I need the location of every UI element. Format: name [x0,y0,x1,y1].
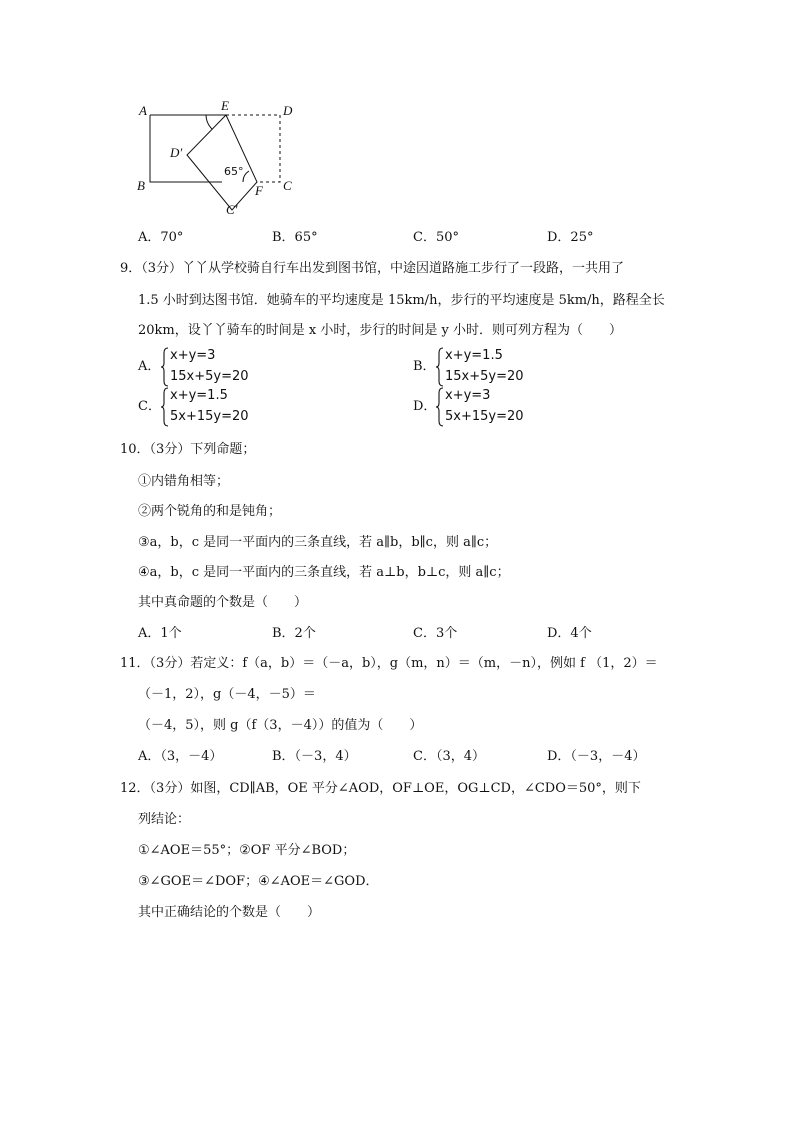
q10-title: 10．（3分）下列命题； [120,442,256,457]
brace-icon [435,387,444,427]
brace-icon [160,387,169,427]
q11-option-b: B．（－3，4） [272,749,357,764]
q9-a-eq1: x+y=3 [170,348,216,363]
q10-option-b: B．2个 [272,626,316,641]
q11-line-2: （－1，2），g（－4，－5）＝ [138,687,316,702]
angle-65: 65° [224,165,244,178]
q9-d-eq2: 5x+15y=20 [445,409,524,424]
label-c-prime: C′ [226,202,238,217]
q9-c-eq2: 5x+15y=20 [170,409,249,424]
q9-option-d-label: D． [413,399,437,414]
q11-option-c: C．（3，4） [413,749,485,764]
q8-option-a: A．70° [138,230,184,245]
q9-d-eq1: x+y=3 [445,388,491,403]
angle-arc-e [206,115,212,129]
brace-icon [160,347,169,387]
q10-option-c: C．3个 [413,626,458,641]
q12-line-3: ①∠AOE＝55°；②OF 平分∠BOD； [138,843,356,858]
label-f: F [255,183,263,198]
q10-ask: 其中真命题的个数是（ ） [138,595,308,610]
q12-line-4: ③∠GOE＝∠DOF；④∠AOE＝∠GOD． [138,874,379,889]
label-c: C [283,178,292,193]
q11-line-3: （－4，5），则 g（f（3，－4））的值为（ ） [138,718,423,733]
geometry-figure [130,95,310,223]
q10-option-a: A．1个 [138,626,182,641]
q9-b-eq2: 15x+5y=20 [445,369,524,384]
label-e: E [221,98,229,113]
folded-quad [187,115,257,210]
q9-line-1: 9．（3分）丫丫从学校骑自行车出发到图书馆，中途因道路施工步行了一段路，一共用了 [120,261,625,276]
q12-ask: 其中正确结论的个数是（ ） [138,905,321,920]
q11-option-d: D．（－3，－4） [547,749,646,764]
q9-line-2: 1.5 小时到达图书馆．她骑车的平均速度是 15km/h，步行的平均速度是 5km/h，路程全长 [138,293,665,308]
q9-option-b-label: B． [413,359,436,374]
q9-option-c-label: C． [138,399,161,414]
label-b: B [137,178,145,193]
q11-line-1: 11．（3分）若定义：f（a，b）＝（－a，b），g（m，n）＝（m，－n），例如 f （1，2）＝ [120,656,658,671]
q10-option-d: D．4个 [547,626,592,641]
label-a: A [139,103,147,118]
q9-option-a-label: A． [138,359,161,374]
q9-b-eq1: x+y=1.5 [445,348,503,363]
q8-option-c: C．50° [413,230,459,245]
q8-option-b: B．65° [272,230,318,245]
label-d-prime: D′ [170,145,183,160]
q10-statement-2: ②两个锐角的和是钝角； [138,504,282,519]
q10-statement-4: ④a，b，c 是同一平面内的三条直线，若 a⊥b，b⊥c，则 a∥c； [138,565,510,580]
rectangle-abfe [150,115,226,182]
q9-c-eq1: x+y=1.5 [170,388,228,403]
q11-option-a: A．（3，－4） [138,749,223,764]
q9-line-3: 20km，设丫丫骑车的时间是 x 小时，步行的时间是 y 小时．则可列方程为（ ） [138,323,622,338]
q9-a-eq2: 15x+5y=20 [170,369,249,384]
q12-line-1: 12．（3分）如图，CD∥AB，OE 平分∠AOD，OF⊥OE，OG⊥CD，∠CDO＝50°，则下 [120,781,641,796]
q10-statement-3: ③a，b，c 是同一平面内的三条直线，若 a∥b，b∥c，则 a∥c； [138,535,498,550]
angle-arc-f [243,171,249,182]
q12-line-2: 列结论： [138,812,191,827]
brace-icon [435,347,444,387]
q8-option-d: D．25° [547,230,594,245]
label-d: D [283,103,293,118]
q10-statement-1: ①内错角相等； [138,474,230,489]
